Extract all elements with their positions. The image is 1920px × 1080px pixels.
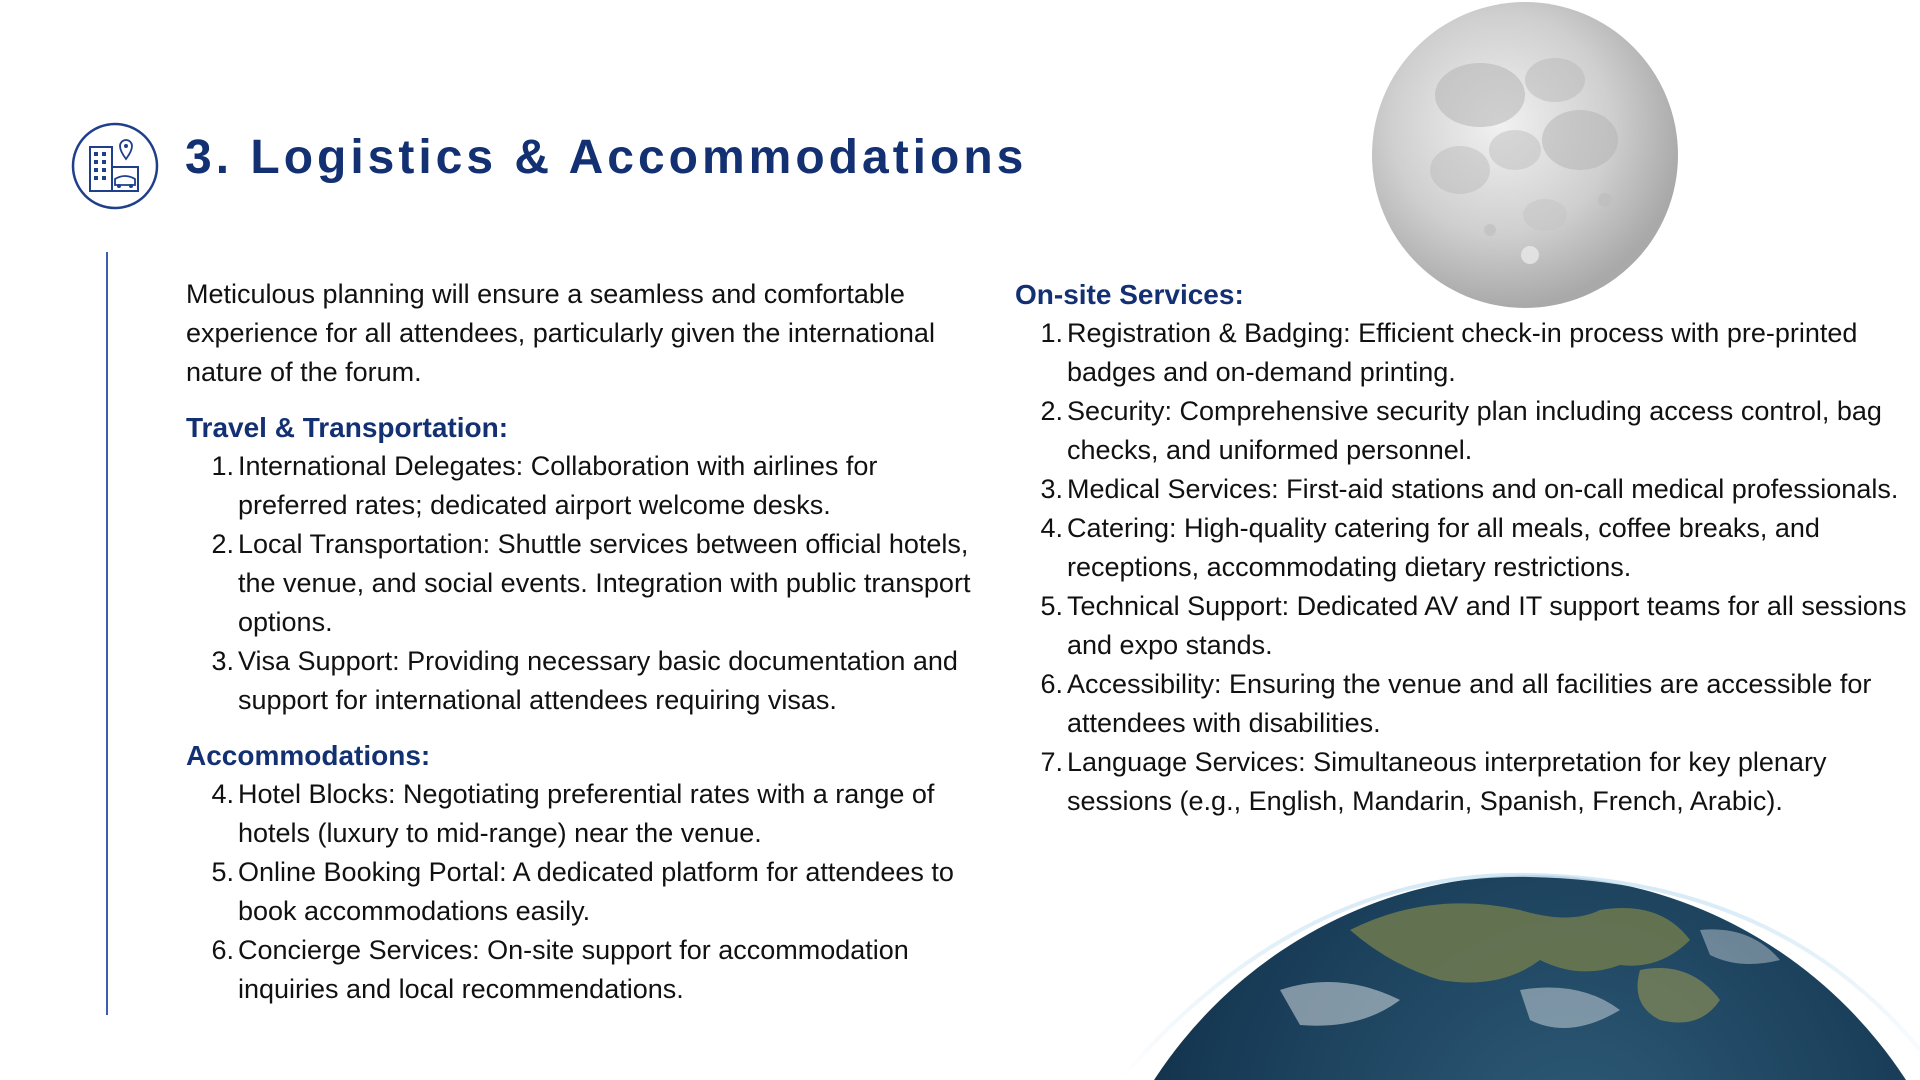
onsite-list <box>1015 314 1915 821</box>
list-item <box>1015 392 1915 470</box>
divider-line <box>106 252 108 1015</box>
list-item <box>1015 509 1915 587</box>
page-title: 3. Logistics & Accommodations <box>185 131 1028 184</box>
list-number: 3. <box>1040 474 1063 504</box>
earth-image <box>1100 870 1920 1080</box>
list-number: 2. <box>1040 396 1063 426</box>
hotel-location-icon <box>70 121 160 211</box>
intro-paragraph: Meticulous planning will ensure a seamless and comfortable experience for all attendees, particularly given the international nature of the forum. <box>186 279 935 387</box>
list-item <box>1015 470 1915 509</box>
accommodations-heading: Accommodations: <box>186 740 431 771</box>
list-number: 6. <box>1040 669 1063 699</box>
list-item-text: Technical Support: Dedicated AV and IT support teams for all sessions and expo stands. <box>1067 591 1907 660</box>
list-number: 4. <box>211 779 234 809</box>
list-number: 6. <box>211 935 234 965</box>
list-item <box>186 853 986 931</box>
list-item <box>1015 314 1915 392</box>
list-item <box>1015 665 1915 743</box>
list-item-text: Language Services: Simultaneous interpretation for key plenary sessions (e.g., English, Mandarin, Spanish, French, Arabic). <box>1067 747 1827 816</box>
list-number: 3. <box>211 646 234 676</box>
list-item-text: Visa Support: Providing necessary basic documentation and support for international attendees requiring visas. <box>238 646 958 715</box>
list-number: 1. <box>1040 318 1063 348</box>
list-item-text: Accessibility: Ensuring the venue and all facilities are accessible for attendees with disabilities. <box>1067 669 1872 738</box>
moon-image <box>1370 0 1680 310</box>
list-item <box>186 447 986 525</box>
list-item-text: Local Transportation: Shuttle services between official hotels, the venue, and social events. Integration with public transport options. <box>238 529 971 637</box>
travel-list <box>186 447 986 720</box>
list-item-text: Online Booking Portal: A dedicated platform for attendees to book accommodations easily. <box>238 857 954 926</box>
list-number: 1. <box>211 451 234 481</box>
list-item <box>186 525 986 642</box>
list-item <box>186 642 986 720</box>
accommodations-list <box>186 775 986 1009</box>
list-number: 4. <box>1040 513 1063 543</box>
travel-heading: Travel & Transportation: <box>186 412 509 443</box>
list-item-text: Concierge Services: On-site support for accommodation inquiries and local recommendations. <box>238 935 909 1004</box>
list-item-text: Catering: High-quality catering for all meals, coffee breaks, and receptions, accommodating dietary restrictions. <box>1067 513 1820 582</box>
list-number: 7. <box>1040 747 1063 777</box>
onsite-heading: On-site Services: <box>1015 279 1244 310</box>
list-item <box>186 775 986 853</box>
list-item <box>186 931 986 1009</box>
list-number: 2. <box>211 529 234 559</box>
left-column <box>186 275 986 1025</box>
list-item-text: Registration & Badging: Efficient check-in process with pre-printed badges and on-demand printing. <box>1067 318 1858 387</box>
right-column <box>1015 275 1915 837</box>
list-item-text: Hotel Blocks: Negotiating preferential rates with a range of hotels (luxury to mid-range) near the venue. <box>238 779 935 848</box>
list-number: 5. <box>211 857 234 887</box>
list-item-text: International Delegates: Collaboration with airlines for preferred rates; dedicated airport welcome desks. <box>238 451 878 520</box>
list-number: 5. <box>1040 591 1063 621</box>
list-item <box>1015 587 1915 665</box>
list-item <box>1015 743 1915 821</box>
list-item-text: Security: Comprehensive security plan including access control, bag checks, and uniformed personnel. <box>1067 396 1882 465</box>
list-item-text: Medical Services: First-aid stations and on-call medical professionals. <box>1067 474 1899 504</box>
